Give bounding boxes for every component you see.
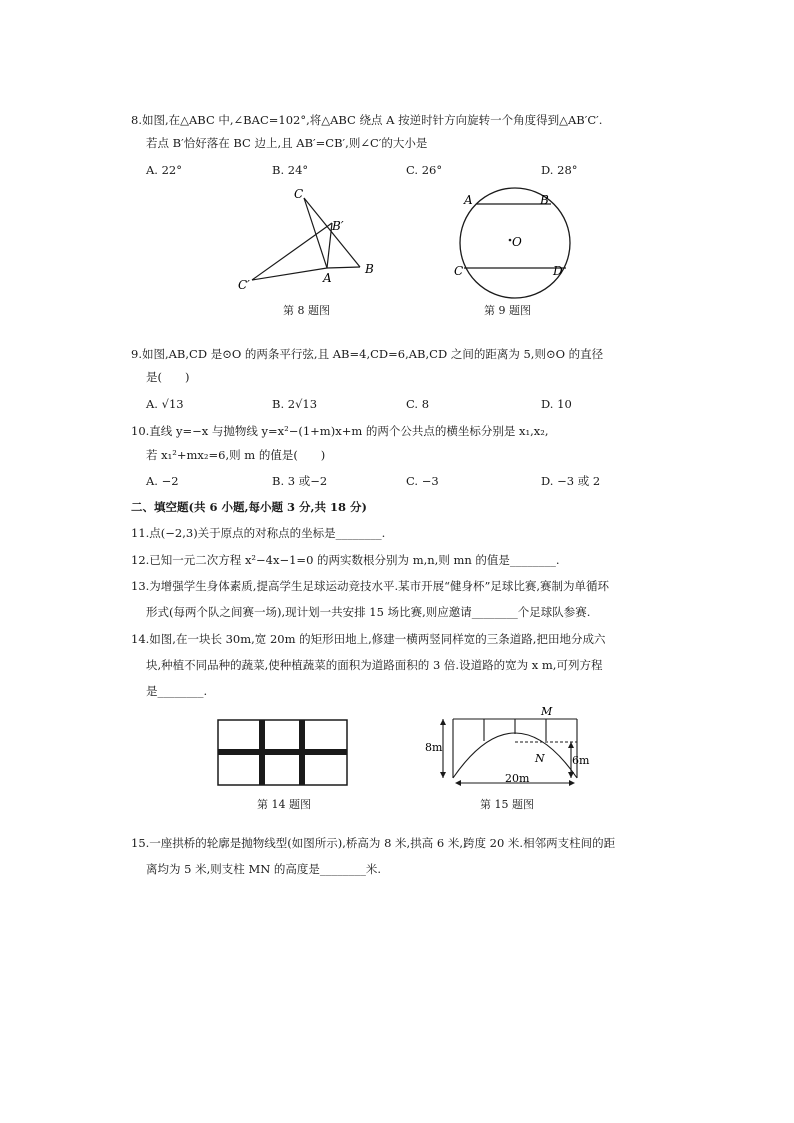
fig15-caption: 第 15 题图 (480, 798, 534, 811)
q9-option-a: A. √13 (146, 397, 184, 411)
q12-text: 12.已知一元二次方程 x²−4x−1=0 的两实数根分别为 m,n,则 mn 的值是________. (131, 553, 560, 567)
label-c: C (454, 264, 464, 278)
vertical-road-left (259, 720, 265, 785)
fig9-caption: 第 9 题图 (484, 304, 531, 317)
label-c: C (294, 187, 304, 201)
vertical-road-right (299, 720, 305, 785)
label-d: D (553, 264, 563, 278)
q15-line1: 15.一座拱桥的轮廓是抛物线型(如图所示),桥高为 8 米,拱高 6 米,跨度 20 米.相邻两支柱间的距 (131, 836, 616, 850)
label-20m: 20m (505, 772, 530, 785)
center-point (509, 239, 512, 242)
label-b: B (365, 262, 374, 276)
q8-option-b: B. 24° (272, 163, 309, 177)
q15-line2: 离均为 5 米,则支柱 MN 的高度是________米. (146, 862, 382, 876)
label-c-prime: C′ (238, 278, 250, 292)
label-8m: 8m (425, 741, 443, 754)
label-6m: 6m (572, 754, 590, 767)
label-a: A (464, 193, 473, 207)
q9-line2: 是( ) (146, 370, 190, 384)
q8-option-c: C. 26° (406, 163, 443, 177)
figure-9 (448, 188, 573, 303)
q8-option-a: A. 22° (146, 163, 182, 177)
segment-c1a (252, 268, 327, 280)
q10-option-b: B. 3 或−2 (272, 474, 328, 488)
fig14-caption: 第 14 题图 (257, 798, 311, 811)
q10-option-a: A. −2 (146, 474, 179, 488)
q10-line2: 若 x₁²+mx₂=6,则 m 的值是( ) (146, 448, 326, 462)
q8-line2: 若点 B′恰好落在 BC 边上,且 AB′=CB′,则∠C′的大小是 (146, 136, 428, 150)
q9-option-c: C. 8 (406, 397, 430, 411)
label-b: B (540, 193, 549, 207)
section-fill-in-heading: 二、填空题(共 6 小题,每小题 3 分,共 18 分) (131, 500, 367, 514)
segment-ca (304, 198, 327, 268)
figure-15 (425, 703, 605, 793)
label-a: A (323, 271, 332, 285)
q9-line1: 9.如图,AB,CD 是⊙O 的两条平行弦,且 AB=4,CD=6,AB,CD 之间的距离为 5,则⊙O 的直径 (131, 347, 604, 361)
q9-option-b: B. 2√13 (272, 397, 318, 411)
q14-line1: 14.如图,在一块长 30m,宽 20m 的矩形田地上,修建一横两竖同样宽的三条道路,把田地分成六 (131, 632, 606, 646)
q10-option-d: D. −3 或 2 (541, 474, 601, 488)
segment-ab (327, 267, 360, 268)
label-o: O (512, 235, 522, 249)
label-b-prime: B′ (332, 219, 344, 233)
label-m: M (541, 705, 553, 718)
fig8-caption: 第 8 题图 (283, 304, 330, 317)
segment-c1b1 (252, 223, 332, 280)
q14-line3: 是________. (146, 684, 208, 698)
q14-line2: 块,种植不同品种的蔬菜,使种植蔬菜的面积为道路面积的 3 倍.设道路的宽为 x m,可列方程 (146, 658, 603, 672)
q13-line1: 13.为增强学生身体素质,提高学生足球运动竞技水平.某市开展“健身杯”足球比赛,赛制为单循环 (131, 579, 610, 593)
figure-14 (217, 719, 349, 787)
q10-line1: 10.直线 y=−x 与抛物线 y=x²−(1+m)x+m 的两个公共点的横坐标分别是 x₁,x₂, (131, 424, 549, 438)
horizontal-road (218, 749, 347, 755)
q8-option-d: D. 28° (541, 163, 578, 177)
q13-line2: 形式(每两个队之间赛一场),现计划一共安排 15 场比赛,则应邀请________个足球队参赛. (146, 605, 591, 619)
q8-line1: 8.如图,在△ABC 中,∠BAC=102°,将△ABC 绕点 A 按逆时针方向旋转一个角度得到△AB′C′. (131, 113, 603, 127)
q9-option-d: D. 10 (541, 397, 572, 411)
q11-text: 11.点(−2,3)关于原点的对称点的坐标是________. (131, 526, 386, 540)
figure-8 (230, 185, 390, 300)
q10-option-c: C. −3 (406, 474, 439, 488)
label-n: N (535, 752, 545, 765)
